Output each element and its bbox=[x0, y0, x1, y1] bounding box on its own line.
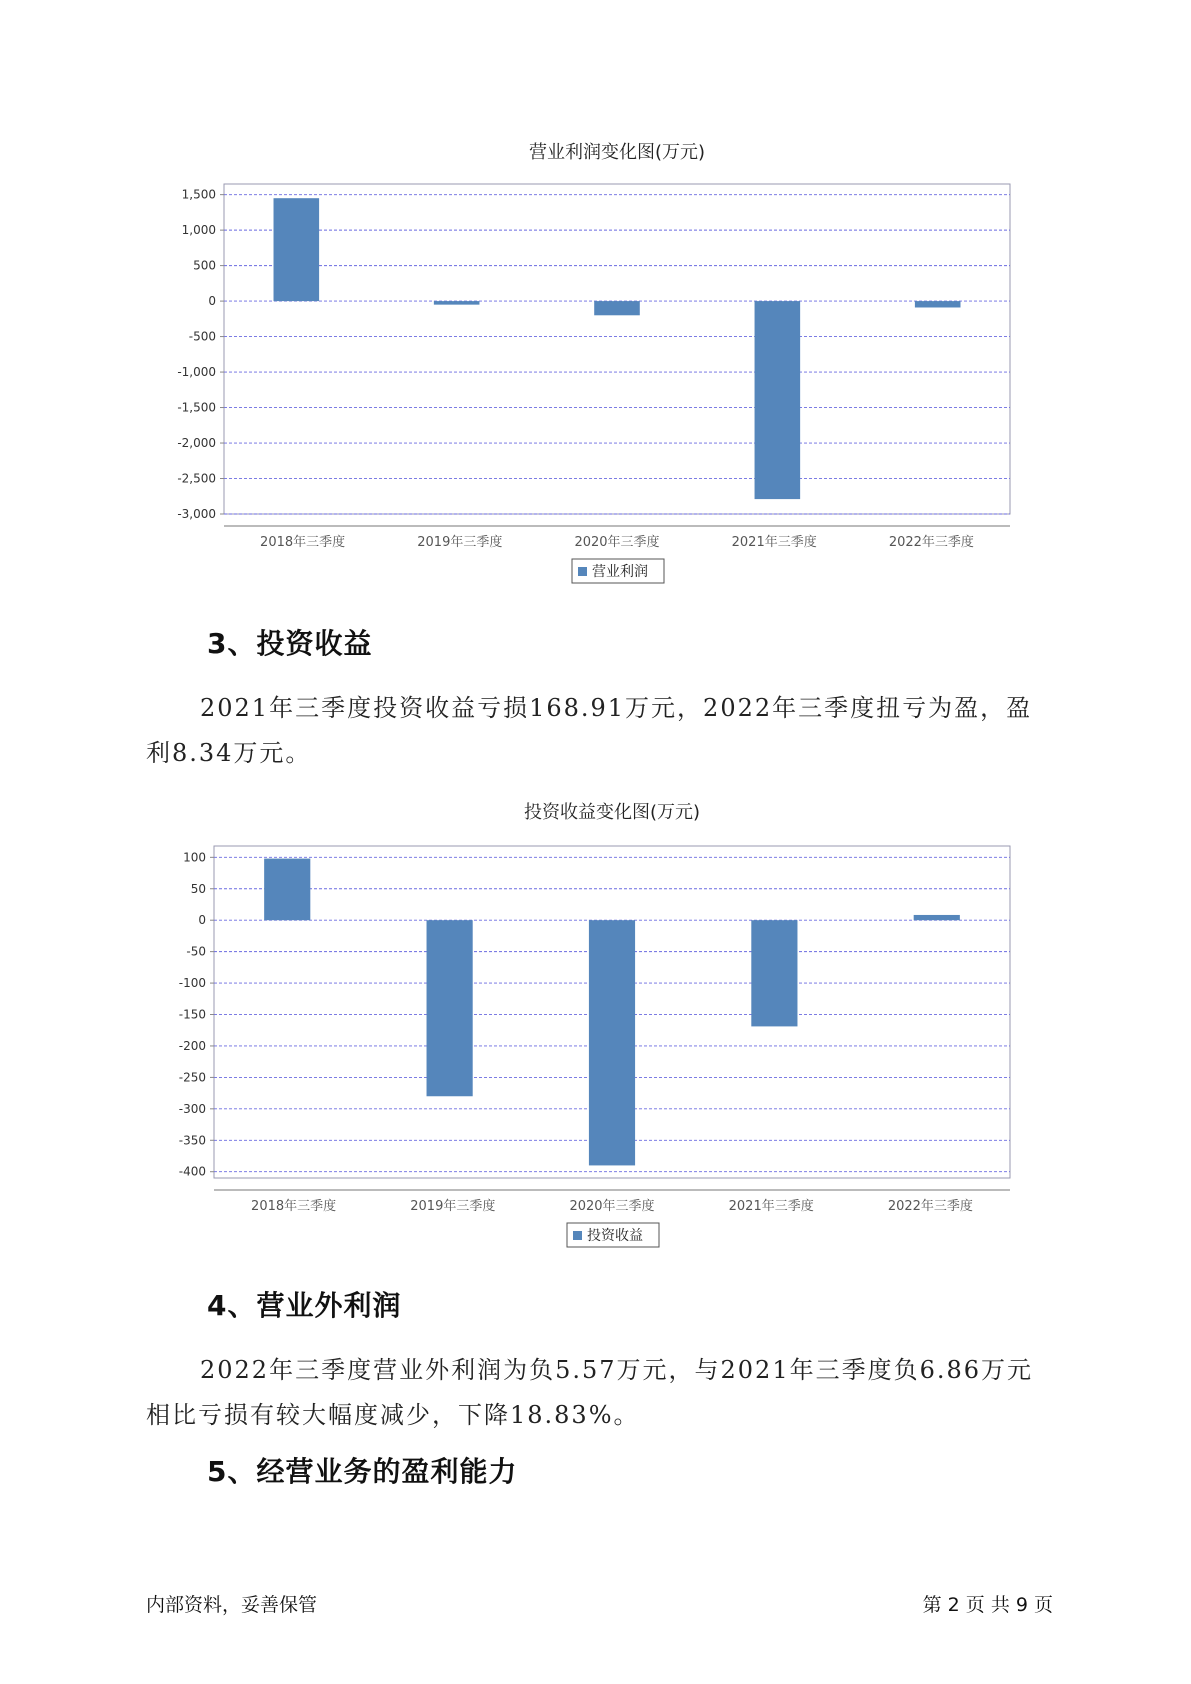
x-tick-label: 2020年三季度 bbox=[574, 535, 660, 550]
legend bbox=[572, 559, 664, 583]
plot-area bbox=[224, 184, 1010, 514]
y-tick-label: -350 bbox=[178, 1133, 206, 1148]
x-tick-label: 2018年三季度 bbox=[251, 1199, 337, 1214]
y-tick-label: 0 bbox=[208, 294, 216, 309]
x-tick-label: 2018年三季度 bbox=[260, 535, 346, 550]
y-tick-label: -300 bbox=[178, 1101, 206, 1116]
x-tick-label: 2022年三季度 bbox=[888, 535, 974, 550]
y-tick-label: 500 bbox=[193, 258, 216, 273]
section-4-paragraph: 2022年三季度营业外利润为负5.57万元，与2021年三季度负6.86万元相比亏损有较大幅度减少，下降18.83%。 bbox=[146, 1356, 1034, 1429]
y-tick-label: -150 bbox=[178, 1007, 206, 1022]
bar bbox=[274, 198, 320, 301]
y-tick-label: -100 bbox=[178, 976, 206, 991]
legend-label: 营业利润 bbox=[592, 564, 648, 580]
x-tick-label: 2022年三季度 bbox=[887, 1199, 973, 1214]
y-tick-label: 1,500 bbox=[181, 187, 216, 202]
operating-profit-chart bbox=[0, 130, 1191, 600]
bar bbox=[594, 301, 640, 315]
chart-title: 营业利润变化图(万元) bbox=[528, 142, 706, 163]
bar bbox=[264, 859, 310, 921]
y-tick-label: -200 bbox=[178, 1038, 206, 1053]
footer-confidential: 内部资料，妥善保管 bbox=[146, 1594, 318, 1616]
bar bbox=[914, 915, 960, 920]
bar bbox=[427, 920, 473, 1096]
y-tick-label: 0 bbox=[198, 913, 206, 928]
bar bbox=[589, 920, 635, 1165]
y-tick-label: 1,000 bbox=[181, 223, 216, 238]
y-tick-label: 100 bbox=[183, 850, 206, 865]
y-tick-label: 50 bbox=[190, 881, 206, 896]
investment-income-chart bbox=[0, 790, 1191, 1260]
bar bbox=[434, 301, 480, 305]
bar bbox=[915, 301, 961, 307]
y-tick-label: -2,000 bbox=[177, 436, 216, 451]
section-4-title: 4、营业外利润 bbox=[207, 1289, 402, 1322]
x-tick-label: 2019年三季度 bbox=[410, 1199, 496, 1214]
y-tick-label: -500 bbox=[188, 329, 216, 344]
y-tick-label: -3,000 bbox=[177, 507, 216, 521]
legend bbox=[567, 1223, 659, 1247]
investment-income-chart-svg bbox=[0, 790, 1191, 1260]
x-tick-label: 2019年三季度 bbox=[417, 535, 503, 550]
legend-label: 投资收益 bbox=[587, 1228, 643, 1244]
chart-title: 投资收益变化图(万元) bbox=[523, 802, 701, 823]
y-tick-label: -250 bbox=[178, 1070, 206, 1085]
x-tick-label: 2021年三季度 bbox=[728, 1199, 814, 1214]
section-3-title: 3、投资收益 bbox=[207, 627, 373, 660]
section-3-paragraph: 2021年三季度投资收益亏损168.91万元，2022年三季度扭亏为盈，盈利8.34万元。 bbox=[146, 694, 1033, 767]
x-tick-label: 2021年三季度 bbox=[731, 535, 817, 550]
y-tick-label: -1,000 bbox=[177, 365, 216, 380]
y-tick-label: -1,500 bbox=[177, 400, 216, 415]
legend-swatch bbox=[578, 567, 587, 576]
operating-profit-chart-svg bbox=[0, 130, 1191, 600]
legend-swatch bbox=[573, 1231, 582, 1240]
bar bbox=[755, 301, 801, 499]
bar bbox=[751, 920, 797, 1026]
y-tick-label: -50 bbox=[186, 944, 206, 959]
section-5-title: 5、经营业务的盈利能力 bbox=[207, 1455, 518, 1488]
y-tick-label: -2,500 bbox=[177, 471, 216, 486]
x-tick-label: 2020年三季度 bbox=[569, 1199, 655, 1214]
footer-page-number: 第 2 页 共 9 页 bbox=[922, 1594, 1053, 1616]
y-tick-label: -400 bbox=[178, 1164, 206, 1179]
